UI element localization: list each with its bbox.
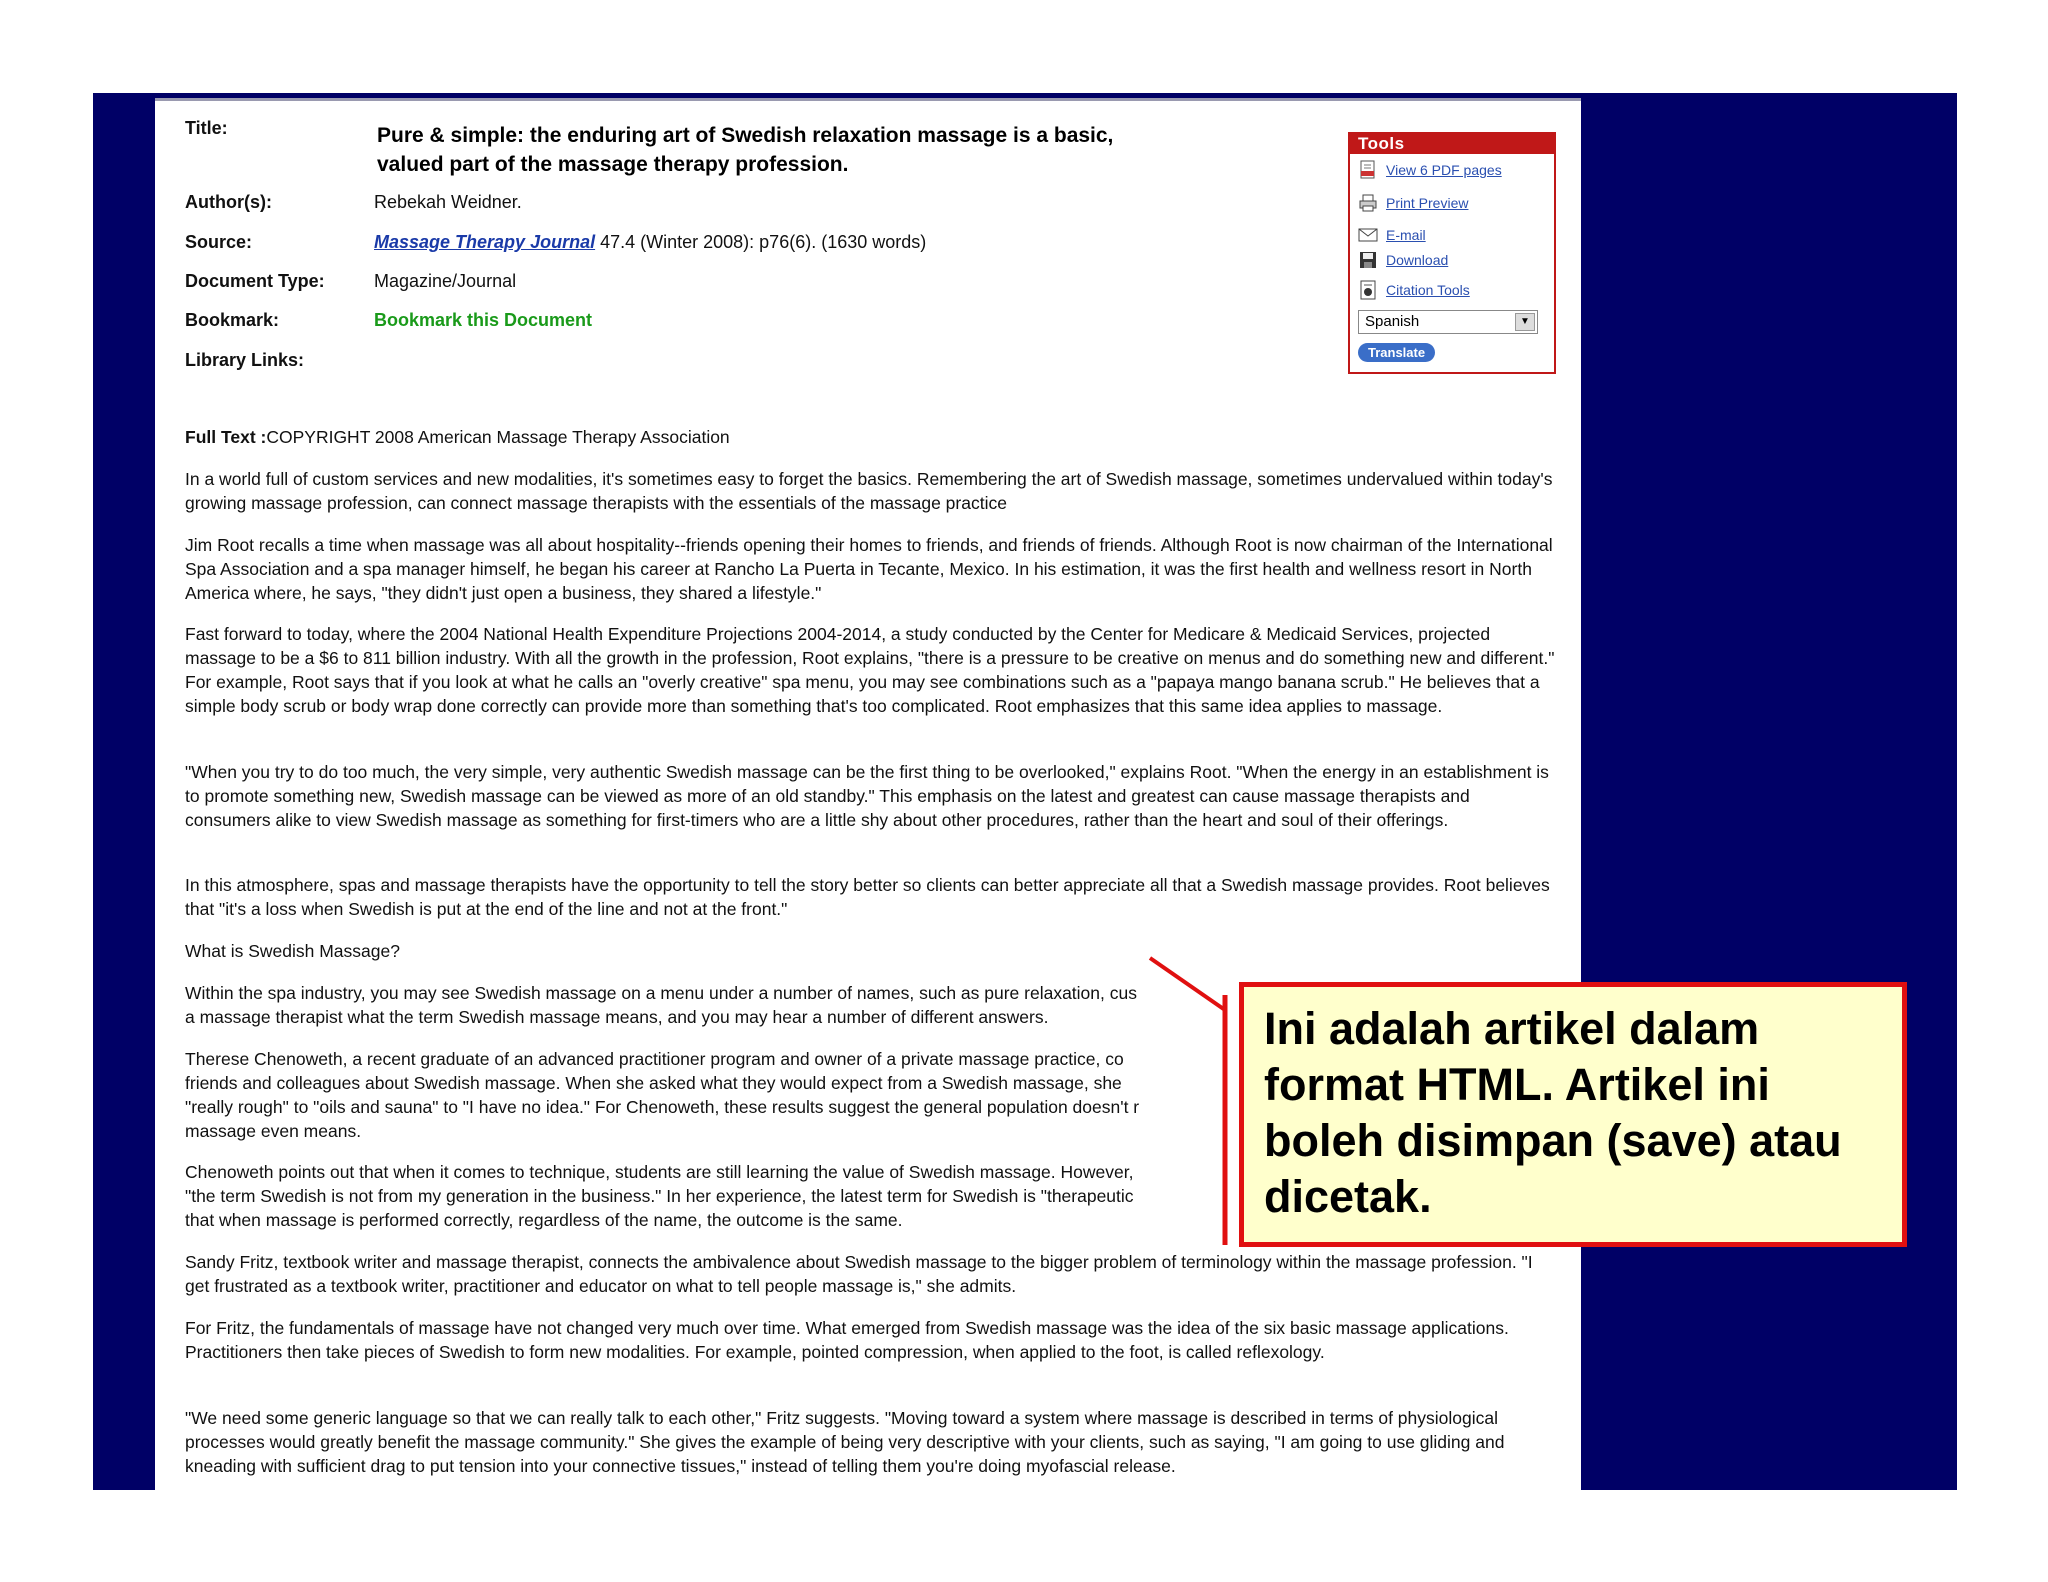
source-journal-link[interactable]: Massage Therapy Journal [374,232,596,252]
translate-button[interactable]: Translate [1358,343,1435,362]
paragraph-2: Jim Root recalls a time when massage was all about hospitality--friends opening their homes to friends, and friends of friends. Although Root is now chairman of the International Spa Association and a spa manager himself, he began his career at Rancho La Puerta in Tecante, Mexico. In his estimation, it was the first health and wellness resort in North America where, he says, "they didn't just open a business, they shared a lifestyle." [185,535,1553,603]
view-pdf-link[interactable]: View 6 PDF pages [1386,162,1502,178]
tool-citation[interactable] [1358,278,1470,302]
pdf-icon [1358,160,1378,180]
tools-panel [1348,132,1556,374]
callout-box: Ini adalah artikel dalam format HTML. Artikel ini boleh disimpan (save) atau dicetak. [1239,982,1907,1247]
article-title: Pure & simple: the enduring art of Swedish relaxation massage is a basic, valued part of the massage therapy profession. [377,124,1114,176]
paragraph-10: For Fritz, the fundamentals of massage have not changed very much over time. What emerged from Swedish massage was the idea of the six basic massage applications. Practitioners then take pieces of Swedish to form new modalities. For example, pointed compression, when applied to the foot, is called reflexology. [185,1318,1509,1362]
citation-tools-link[interactable]: Citation Tools [1386,282,1470,298]
printer-icon [1358,193,1378,213]
source-label: Source: [185,232,253,252]
chevron-down-icon[interactable]: ▼ [1515,313,1535,331]
tool-view-pdf[interactable] [1358,158,1502,182]
bookmark-label: Bookmark: [185,310,280,330]
authors-label: Author(s): [185,192,272,212]
floppy-disk-icon [1358,250,1378,270]
paragraph-6: Within the spa industry, you may see Swedish massage on a menu under a number of names, such as pure relaxation, cus a massage therapist what the term Swedish massage means, and you may hear a number of different answers. [185,983,1137,1027]
library-links-label: Library Links: [185,350,305,370]
source-value [374,232,926,253]
download-link[interactable]: Download [1386,252,1449,268]
paragraph-3: Fast forward to today, where the 2004 National Health Expenditure Projections 2004-2014, a study conducted by the Center for Medicare & Medicaid Services, projected massage to be a $6 to 811 billion industry. With all the growth in the profession, Root explains, "there is a pressure to be creative on menus and do something new and different." For example, Root says that if you look at what he calls an "overly creative" spa menu, you may see combinations such as a "papaya mango banana scrub." He believes that a simple body scrub or body wrap done correctly can provide more than something that's too complicated. Root emphasizes that this same idea applies to massage. [185,624,1555,716]
paragraph-7: Therese Chenoweth, a recent graduate of an advanced practitioner program and owner of a private massage practice, co friends and colleagues about Swedish massage. When she asked what they would expect from a Swedish massage, she "really rough" to "oils and sauna" to "I have no idea." For Chenoweth, these results suggest the general population doesn't r massage even means. [185,1049,1140,1141]
paragraph-9: Sandy Fritz, textbook writer and massage therapist, connects the ambivalence about Swedish massage to the bigger problem of terminology within the massage profession. "I get frustrated as a textbook writer, practitioner and educator on what to tell people massage is," she admits. [185,1252,1533,1296]
tools-header: Tools [1350,134,1554,154]
paragraph-11: "We need some generic language so that we can really talk to each other," Fritz suggests. "Moving toward a system where massage is described in terms of physiological processes would greatly benefit the massage community." She gives the example of being very descriptive with your clients, such as saying, "I am going to use gliding and kneading with sufficient drag to put tension into your connective tissues," instead of telling them you're doing myofascial release. [185,1408,1505,1476]
full-text-line [185,425,1555,449]
paragraph-8: Chenoweth points out that when it comes to technique, students are still learning the value of Swedish massage. However, "the term Swedish is not from my generation in the business." In her experience, the latest term for Swedish is "therapeutic that when massage is performed correctly, regardless of the name, the outcome is the same. [185,1162,1134,1230]
paragraph-4: "When you try to do too much, the very simple, very authentic Swedish massage can be the first thing to be overlooked," explains Root. "When the energy in an establishment is to promote something new, Swedish massage can be viewed as more of an old standby." This emphasis on the latest and greatest can cause massage therapists and consumers alike to view Swedish massage as something for first-timers who are a little shy about other procedures, rather than the heart and soul of their offerings. [185,762,1549,830]
print-preview-link[interactable]: Print Preview [1386,195,1469,211]
article-page [155,98,1581,1493]
email-link[interactable]: E-mail [1386,227,1426,243]
section-heading: What is Swedish Massage? [185,941,400,961]
doc-type-value: Magazine/Journal [374,271,517,291]
copyright-text: COPYRIGHT 2008 American Massage Therapy Association [266,427,730,447]
title-label: Title: [185,118,228,138]
tool-download[interactable] [1358,248,1448,272]
citation-icon [1358,280,1378,300]
full-text-label: Full Text : [185,427,267,447]
doc-type-label: Document Type: [185,271,325,291]
tool-print-preview[interactable] [1358,191,1468,215]
source-details: 47.4 (Winter 2008): p76(6). (1630 words) [595,232,927,252]
paragraph-5: In this atmosphere, spas and massage therapists have the opportunity to tell the story better so clients can better appreciate all that a Swedish massage provides. Root believes that "it's a loss when Swedish is put at the end of the line and not at the front." [185,875,1550,919]
authors-value: Rebekah Weidner. [374,192,522,212]
envelope-icon [1358,225,1378,245]
bookmark-link[interactable]: Bookmark this Document [374,310,593,330]
language-select[interactable] [1358,310,1538,334]
paragraph-1: In a world full of custom services and new modalities, it's sometimes easy to forget the basics. Remembering the art of Swedish massage, sometimes undervalued within today's growing massage profession, can connect massage therapists with the essentials of the massage practice [185,469,1553,513]
tool-email[interactable] [1358,223,1426,247]
language-value: Spanish [1365,313,1420,330]
